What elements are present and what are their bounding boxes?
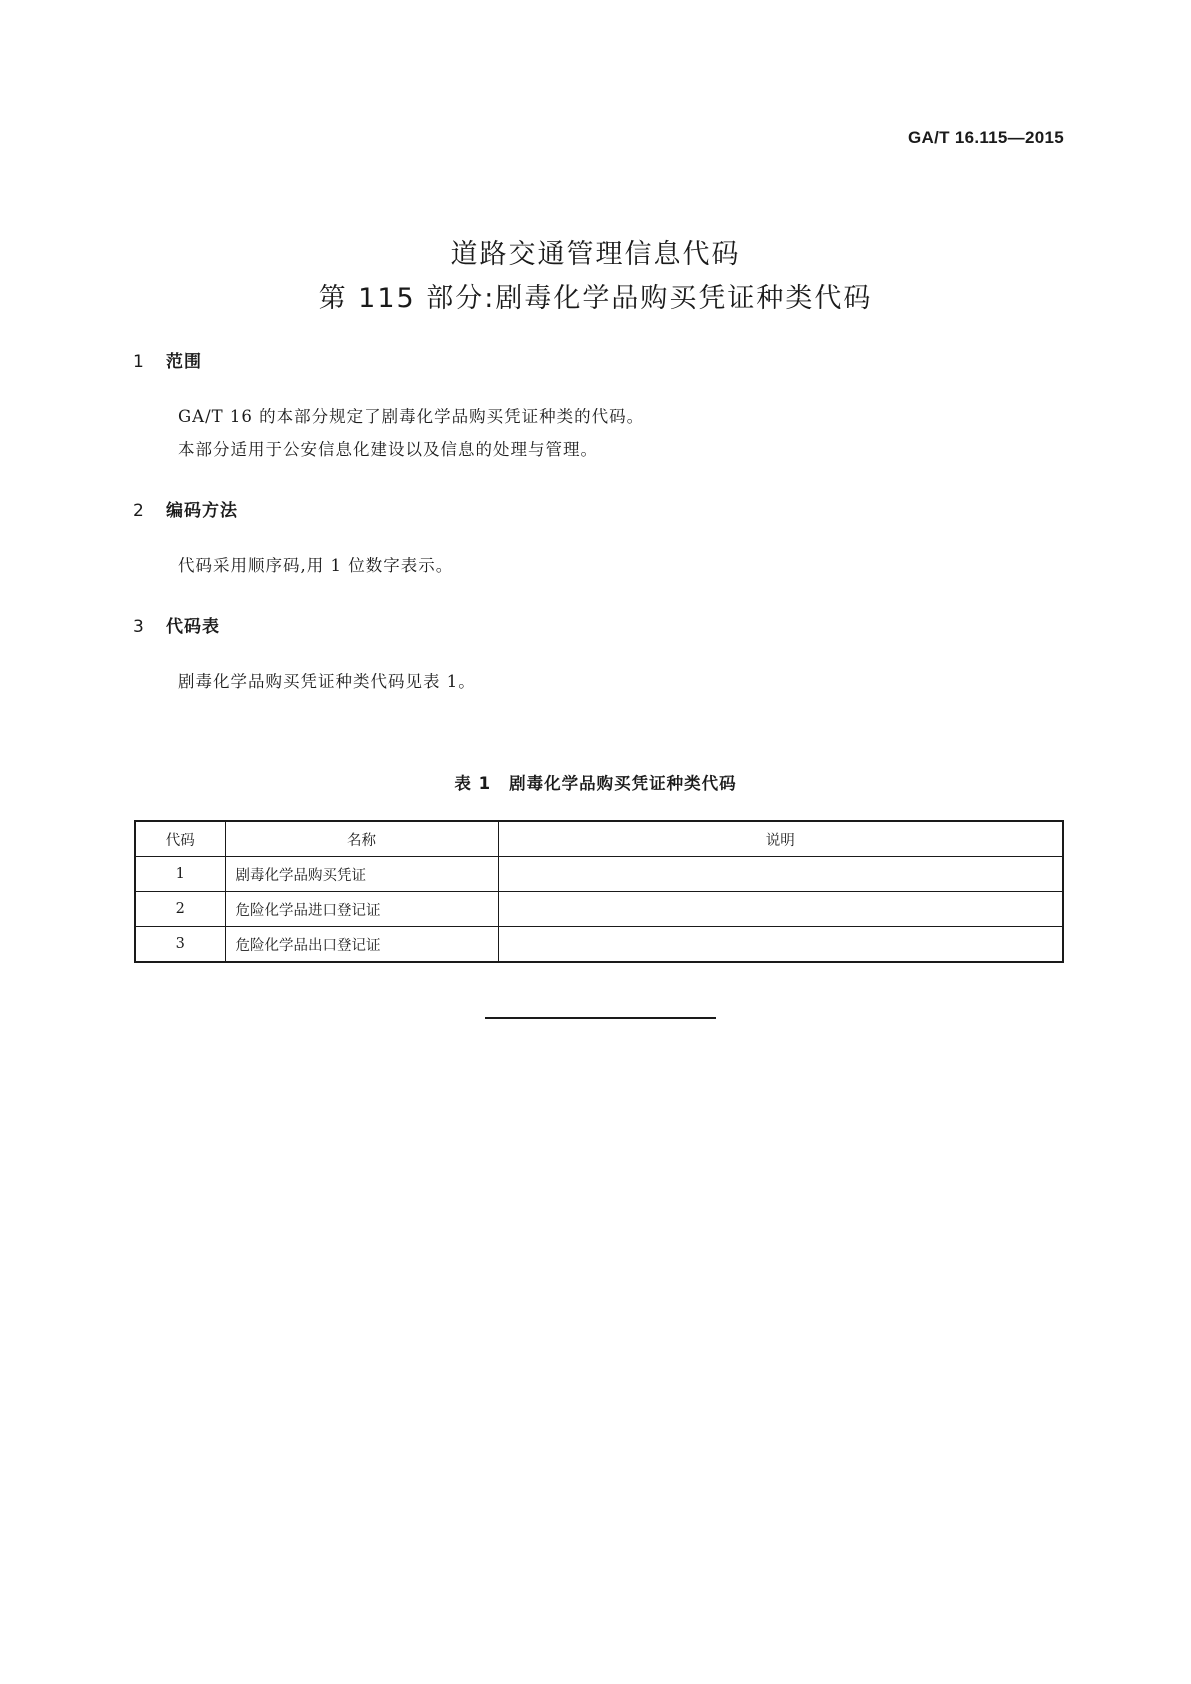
table-row	[135, 927, 1063, 963]
cell-code: 2	[135, 892, 225, 927]
table-row	[135, 857, 1063, 892]
table-number: 表 1	[454, 774, 492, 793]
paragraph: 本部分适用于公安信息化建设以及信息的处理与管理。	[178, 440, 598, 459]
cell-note	[498, 927, 1063, 963]
document-subtitle: 第 115 部分:剧毒化学品购买凭证种类代码	[318, 283, 873, 314]
section-heading-scope	[133, 347, 202, 372]
section-title: 范围	[166, 352, 202, 372]
column-header-note: 说明	[498, 821, 1063, 857]
cell-code: 1	[135, 857, 225, 892]
paragraph: 剧毒化学品购买凭证种类代码见表 1。	[178, 672, 476, 691]
table-header-row	[135, 821, 1063, 857]
cell-name: 剧毒化学品购买凭证	[225, 857, 498, 892]
table-title: 剧毒化学品购买凭证种类代码	[509, 774, 737, 793]
end-divider	[485, 1017, 716, 1019]
standard-code: GA/T 16.115—2015	[907, 128, 1064, 147]
column-header-name: 名称	[225, 821, 498, 857]
code-table	[134, 820, 1064, 963]
paragraph: GA/T 16 的本部分规定了剧毒化学品购买凭证种类的代码。	[178, 407, 645, 426]
section-number: 3	[133, 617, 145, 637]
column-header-code: 代码	[135, 821, 225, 857]
section-heading-coding-method	[133, 496, 238, 521]
section-number: 2	[133, 501, 145, 521]
section-heading-code-table	[133, 612, 220, 637]
section-title: 编码方法	[166, 501, 238, 521]
document-title: 道路交通管理信息代码	[450, 239, 741, 270]
section-number: 1	[133, 352, 145, 372]
paragraph: 代码采用顺序码,用 1 位数字表示。	[178, 556, 454, 575]
cell-name: 危险化学品进口登记证	[225, 892, 498, 927]
table-row	[135, 892, 1063, 927]
cell-note	[498, 892, 1063, 927]
cell-code: 3	[135, 927, 225, 963]
cell-name: 危险化学品出口登记证	[225, 927, 498, 963]
cell-note	[498, 857, 1063, 892]
section-title: 代码表	[166, 617, 220, 637]
table-caption	[0, 770, 1191, 794]
